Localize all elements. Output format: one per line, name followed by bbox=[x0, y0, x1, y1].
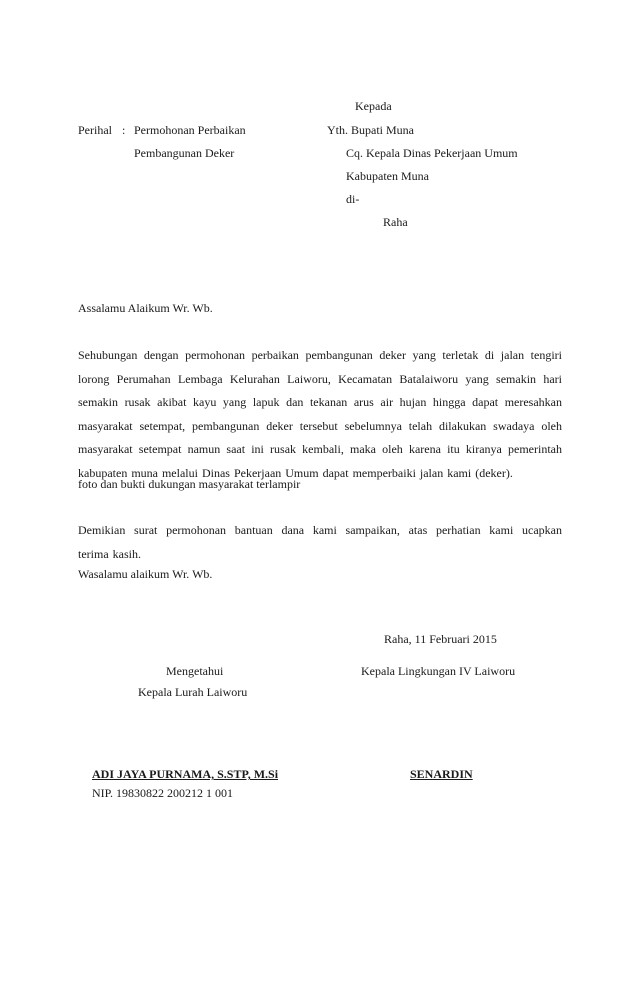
perihal-colon: : bbox=[122, 123, 126, 137]
attachment-note: foto dan bukti dukungan masyarakat terlampir bbox=[78, 477, 301, 491]
body-line: semakin rusak akibat kayu yang lapuk dan tekanan arus air hujan hingga dapat meresahkan bbox=[78, 395, 562, 409]
left-signatory-nip: NIP. 19830822 200212 1 001 bbox=[92, 786, 234, 800]
recipient-line-1: Yth. Bupati Muna bbox=[327, 123, 414, 137]
greeting: Assalamu Alaikum Wr. Wb. bbox=[78, 301, 213, 315]
body-line: masyarakat setempat namun saat ini rusak kembali, maka oleh karena itu kiranya pemerintah bbox=[78, 442, 562, 456]
body-line: kabupaten muna melalui Dinas Pekerjaan Umum dapat memperbaiki jalan kami (deker). bbox=[78, 465, 513, 480]
body-line: masyarakat setempat, pembangunan deker tersebut sebelumnya telah dilakukan swadaya oleh bbox=[78, 418, 562, 433]
closing-paragraph bbox=[78, 523, 562, 570]
body-line: Sehubungan dengan permohonan perbaikan pembangunan deker yang terletak di jalan tengiri bbox=[78, 348, 562, 362]
recipient-line-5: Raha bbox=[383, 215, 408, 229]
right-signatory-name: SENARDIN bbox=[410, 767, 473, 781]
recipient-line-3: Kabupaten Muna bbox=[346, 169, 429, 183]
left-signatory-role-line1: Mengetahui bbox=[166, 664, 224, 678]
kepada-label: Kepada bbox=[355, 99, 392, 113]
perihal-subject-line2: Pembangunan Deker bbox=[134, 146, 235, 160]
closing-line: terima kasih. bbox=[78, 546, 141, 561]
closing-line: Demikian surat permohonan bantuan dana kami sampaikan, atas perhatian kami ucapkan bbox=[78, 523, 562, 537]
place-date: Raha, 11 Februari 2015 bbox=[384, 632, 497, 646]
recipient-line-2: Cq. Kepala Dinas Pekerjaan Umum bbox=[346, 146, 518, 160]
perihal-label: Perihal bbox=[78, 123, 112, 137]
closing-greeting: Wasalamu alaikum Wr. Wb. bbox=[78, 567, 213, 581]
right-signatory-role: Kepala Lingkungan IV Laiworu bbox=[361, 664, 516, 678]
left-signatory-name: ADI JAYA PURNAMA, S.STP, M.Si bbox=[92, 767, 279, 781]
recipient-line-4: di- bbox=[346, 192, 360, 206]
perihal-subject-line1: Permohonan Perbaikan bbox=[134, 123, 246, 137]
body-line: lorong Perumahan Lembaga Kelurahan Laiworu, Kecamatan Batalaiworu yang semakin hari bbox=[78, 371, 562, 386]
left-signatory-role-line2: Kepala Lurah Laiworu bbox=[138, 685, 248, 699]
body-paragraph bbox=[78, 348, 562, 489]
